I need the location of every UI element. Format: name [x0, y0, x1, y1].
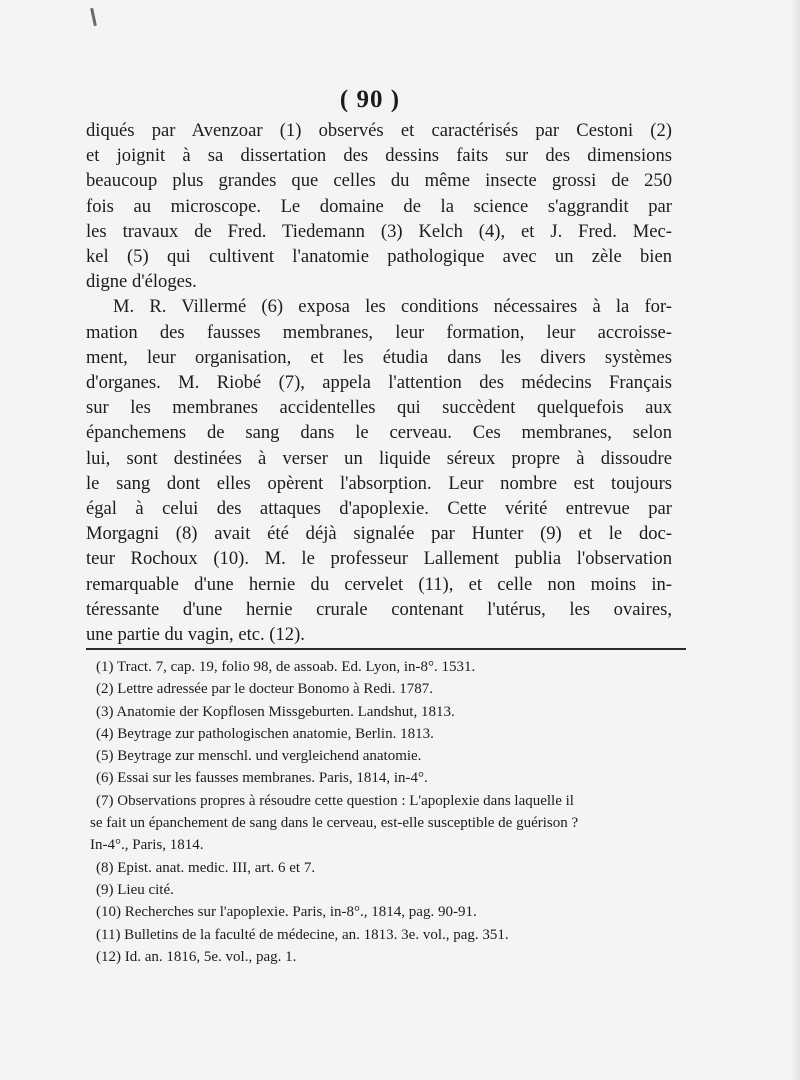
page-number: ( 90 ): [339, 86, 401, 113]
text-line: et joignit à sa dissertation des dessins faits sur des dimensions: [86, 145, 672, 167]
footnote-separator: [86, 648, 686, 650]
footnote: (12) Id. an. 1816, 5e. vol., pag. 1.: [96, 948, 297, 965]
text-line: lui, sont destinées à verser un liquide séreux propre à dissoudre: [86, 447, 672, 469]
text-line: M. R. Villermé (6) exposa les conditions nécessaires à la for-: [113, 296, 672, 318]
text-line: ment, leur organisation, et les étudia dans les divers systèmes: [86, 346, 672, 368]
text-line: une partie du vagin, etc. (12).: [86, 624, 305, 646]
text-line: teur Rochoux (10). M. le professeur Lallement publia l'observation: [86, 548, 672, 570]
text-line: d'organes. M. Riobé (7), appela l'attention des médecins Français: [86, 372, 672, 394]
footnote: (6) Essai sur les fausses membranes. Paris, 1814, in-4°.: [96, 770, 428, 787]
text-line: kel (5) qui cultivent l'anatomie pathologique avec un zèle bien: [86, 246, 672, 268]
footnote: (4) Beytrage zur pathologischen anatomie, Berlin. 1813.: [96, 725, 434, 742]
text-line: Morgagni (8) avait été déjà signalée par Hunter (9) et le doc-: [86, 523, 672, 545]
text-line: sur les membranes accidentelles qui succèdent quelquefois aux: [86, 397, 672, 419]
text-line: les travaux de Fred. Tiedemann (3) Kelch (4), et J. Fred. Mec-: [86, 220, 672, 242]
scan-edge-mark: [90, 8, 97, 26]
text-line: beaucoup plus grandes que celles du même insecte grossi de 250: [86, 170, 672, 192]
footnote: (10) Recherches sur l'apoplexie. Paris, in-8°., 1814, pag. 90-91.: [96, 904, 477, 921]
page-edge-shadow: [790, 0, 800, 1080]
text-line: égal à celui des attaques d'apoplexie. Cette vérité entrevue par: [86, 498, 672, 520]
main-text: [86, 118, 672, 647]
footnote: (3) Anatomie der Kopflosen Missgeburten. Landshut, 1813.: [96, 703, 455, 720]
footnote: (2) Lettre adressée par le docteur Bonomo à Redi. 1787.: [96, 681, 433, 698]
footnote: (11) Bulletins de la faculté de médecine, an. 1813. 3e. vol., pag. 351.: [96, 926, 509, 943]
text-line: digne d'éloges.: [86, 271, 197, 293]
footnote: (1) Tract. 7, cap. 19, folio 98, de assoab. Ed. Lyon, in-8°. 1531.: [96, 659, 476, 675]
text-line: épanchemens de sang dans le cerveau. Ces membranes, selon: [86, 422, 672, 444]
text-line: mation des fausses membranes, leur formation, leur accroisse-: [86, 321, 672, 343]
footnote: (9) Lieu cité.: [96, 881, 174, 898]
footnote-continuation: se fait un épanchement de sang dans le cerveau, est-elle susceptible de guérison ?: [90, 815, 579, 832]
text-line: fois au microscope. Le domaine de la science s'aggrandit par: [86, 195, 672, 217]
text-line: le sang dont elles opèrent l'absorption. Leur nombre est toujours: [86, 472, 672, 494]
footnote: (5) Beytrage zur menschl. und vergleichend anatomie.: [96, 748, 422, 765]
text-line: téressante d'une hernie crurale contenant l'utérus, les ovaires,: [86, 598, 672, 620]
footnote: (8) Epist. anat. medic. III, art. 6 et 7.: [96, 859, 316, 876]
footnote: (7) Observations propres à résoudre cette question : L'apoplexie dans laquelle il: [96, 792, 574, 809]
footnotes: [90, 656, 686, 968]
text-line: diqués par Avenzoar (1) observés et caractérisés par Cestoni (2): [86, 120, 672, 141]
footnote-continuation: In-4°., Paris, 1814.: [90, 837, 204, 854]
text-line: remarquable d'une hernie du cervelet (11), et celle non moins in-: [86, 573, 672, 595]
